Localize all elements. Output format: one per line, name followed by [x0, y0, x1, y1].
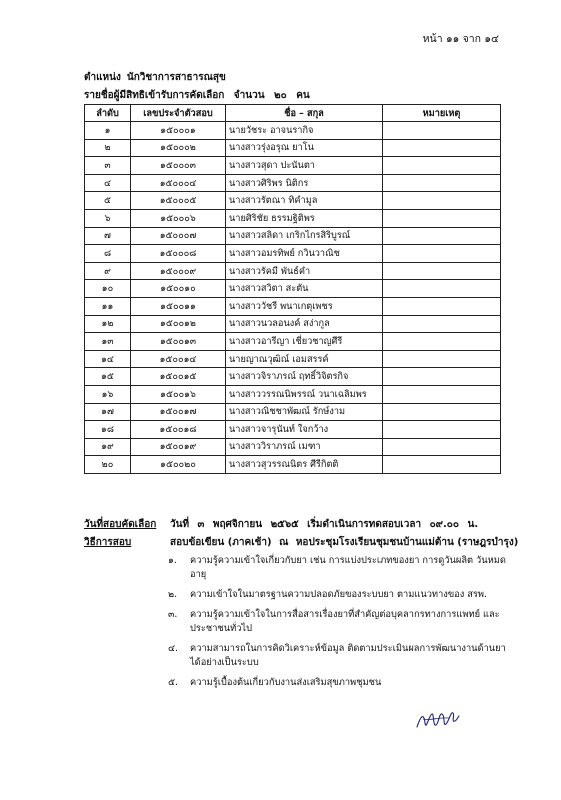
exam-location-line — [170, 535, 522, 550]
row-order: ๑๗ — [85, 403, 131, 421]
row-name: นายญาณวุฒิณ์ เอมสรรค์ — [226, 350, 383, 368]
row-exam-id: ๑๕๐๐๐๖ — [131, 209, 226, 227]
row-note — [383, 227, 501, 245]
row-order: ๑๘ — [85, 421, 131, 439]
topic-text: ความสามารถในการคิดวิเคราะห์ข้อมูล ติดตามประเมินผลการพัฒนางานด้านยา ได้อย่างเป็นระบบ — [190, 643, 506, 668]
table-row — [85, 368, 501, 386]
row-note — [383, 315, 501, 333]
exam-date-label: วันที่สอบคัดเลือก — [84, 519, 157, 530]
row-order: ๑๓ — [85, 333, 131, 351]
page-current: ๑๑ — [445, 33, 460, 45]
row-exam-id: ๑๕๐๐๐๕ — [131, 192, 226, 210]
table-row — [85, 139, 501, 157]
row-order: ๓ — [85, 157, 131, 175]
row-note — [383, 456, 501, 474]
topic-number: ๔. — [168, 643, 178, 654]
row-order: ๗ — [85, 227, 131, 245]
row-exam-id: ๑๕๐๐๑๕ — [131, 368, 226, 386]
subtitle-count-label: จำนวน — [233, 90, 265, 101]
row-order: ๒ — [85, 139, 131, 157]
table-row — [85, 385, 501, 403]
exam-topic-item — [168, 676, 513, 690]
row-name: นางสาววัชรี พนาเกตุเพชร — [226, 297, 383, 315]
row-note — [383, 157, 501, 175]
time-unit: น. — [467, 519, 479, 530]
row-name: นางสาวสุดา ปะนันตา — [226, 157, 383, 175]
table-row — [85, 350, 501, 368]
row-note — [383, 403, 501, 421]
row-order: ๖ — [85, 209, 131, 227]
row-order: ๑๖ — [85, 385, 131, 403]
row-order: ๕ — [85, 192, 131, 210]
candidate-list-title — [84, 88, 316, 103]
row-name: นางสาวสวิตา สะตัน — [226, 280, 383, 298]
page-total: ๑๔ — [484, 33, 499, 45]
topic-number: ๕. — [168, 677, 178, 688]
row-order: ๑๕ — [85, 368, 131, 386]
exam-year: ๒๕๖๕ — [270, 519, 299, 530]
row-note — [383, 368, 501, 386]
row-exam-id: ๑๕๐๐๑๖ — [131, 385, 226, 403]
exam-topic-item — [168, 554, 513, 582]
table-row — [85, 438, 501, 456]
row-order: ๒๐ — [85, 456, 131, 474]
exam-time: ๐๙.๐๐ — [429, 519, 459, 530]
row-note — [383, 385, 501, 403]
exam-date-line — [170, 517, 483, 532]
start-text: เริ่มดำเนินการทดสอบเวลา — [307, 519, 422, 530]
row-exam-id: ๑๕๐๐๑๗ — [131, 403, 226, 421]
day-word: วันที่ — [170, 519, 190, 530]
row-exam-id: ๑๕๐๐๒๐ — [131, 456, 226, 474]
row-exam-id: ๑๕๐๐๐๔ — [131, 174, 226, 192]
exam-day: ๓ — [197, 519, 205, 530]
row-name: นางสาวศิริพร นิติกร — [226, 174, 383, 192]
row-name: นางสาวณิชชาพัฒณ์ รักษ์งาม — [226, 403, 383, 421]
row-name: นางสาวนวลอนงค์ สง่ากูล — [226, 315, 383, 333]
table-header-row — [85, 105, 501, 122]
row-note — [383, 350, 501, 368]
position-line — [84, 70, 226, 85]
topic-text: ความรู้ความเข้าใจเกี่ยวกับยา เช่น การแบ่งประเภทของยา การดูวันผลิต วันหมดอายุ — [190, 555, 506, 580]
row-name: นางสาวรุ่งอรุณ ยาโน — [226, 139, 383, 157]
table-row — [85, 227, 501, 245]
header-order: ลำดับ — [85, 105, 131, 122]
exam-location: หอประชุมโรงเรียนชุมชนบ้านแม่ต้าน (ราษฎรบำรุง) — [295, 537, 519, 548]
topic-number: ๓. — [168, 609, 178, 620]
row-order: ๔ — [85, 174, 131, 192]
table-row — [85, 280, 501, 298]
row-exam-id: ๑๕๐๐๐๘ — [131, 245, 226, 263]
table-row — [85, 456, 501, 474]
table-row — [85, 174, 501, 192]
exam-topic-item — [168, 588, 513, 602]
row-name: นางสาววรรณนิพรรณ์ วนาเฉลิมพร — [226, 385, 383, 403]
row-note — [383, 245, 501, 263]
signature-image — [415, 705, 461, 737]
exam-topic-item — [168, 608, 513, 636]
row-exam-id: ๑๕๐๐๑๙ — [131, 438, 226, 456]
row-note — [383, 262, 501, 280]
row-name: นายวัชระ อาจนรากิจ — [226, 122, 383, 140]
exam-topics-list — [168, 554, 513, 696]
topic-text: ความเข้าใจในมาตรฐานความปลอดภัยของระบบยา ตามแนวทางของ สรพ. — [190, 589, 488, 600]
page-number — [423, 30, 499, 47]
row-note — [383, 438, 501, 456]
subtitle-text: รายชื่อผู้มีสิทธิเข้ารับการคัดเลือก — [84, 90, 225, 101]
table-row — [85, 421, 501, 439]
position-label: ตำแหน่ง — [84, 72, 121, 83]
row-exam-id: ๑๕๐๐๑๐ — [131, 280, 226, 298]
subtitle-count: ๒๐ — [274, 90, 287, 101]
row-order: ๙ — [85, 262, 131, 280]
row-exam-id: ๑๕๐๐๐๙ — [131, 262, 226, 280]
header-name: ชื่อ – สกุล — [226, 105, 383, 122]
subtitle-unit: คน — [296, 90, 310, 101]
table-row — [85, 262, 501, 280]
location-prefix: ณ — [279, 537, 289, 548]
row-name: นางสาวรัคมี พันธ์คำ — [226, 262, 383, 280]
row-exam-id: ๑๕๐๐๑๑ — [131, 297, 226, 315]
row-note — [383, 280, 501, 298]
row-order: ๑๑ — [85, 297, 131, 315]
row-name: นางสาววิราภรณ์ เมฑา — [226, 438, 383, 456]
row-name: นางสาวอมรทิพย์ กวินวาณิช — [226, 245, 383, 263]
row-name: นางสาวสุวรรณนิตร ศีรีกิตติ — [226, 456, 383, 474]
page-of: จาก — [462, 33, 482, 45]
table-row — [85, 315, 501, 333]
row-exam-id: ๑๕๐๐๐๗ — [131, 227, 226, 245]
table-row — [85, 192, 501, 210]
row-name: นางสาวจารุนันท์ ใจกว้าง — [226, 421, 383, 439]
row-name: นางสาวรัตณา ทิคำมูล — [226, 192, 383, 210]
page-label: หน้า — [422, 33, 443, 45]
row-note — [383, 192, 501, 210]
row-exam-id: ๑๕๐๐๑๒ — [131, 315, 226, 333]
row-name: นางสาวอารีญา เชี่ยวชาญศีรี — [226, 333, 383, 351]
topic-text: ความรู้เบื้องต้นเกี่ยวกับงานส่งเสริมสุขภาพชุมชน — [190, 677, 382, 688]
exam-month: พฤศจิกายน — [212, 519, 263, 530]
table-row — [85, 122, 501, 140]
header-exam-id: เลขประจำตัวสอบ — [131, 105, 226, 122]
row-note — [383, 209, 501, 227]
row-note — [383, 122, 501, 140]
row-note — [383, 333, 501, 351]
table-row — [85, 333, 501, 351]
row-order: ๑๐ — [85, 280, 131, 298]
row-note — [383, 174, 501, 192]
row-name: นางสาวจิราภรณ์ ฤทธิ์วิจิตรกิจ — [226, 368, 383, 386]
row-exam-id: ๑๕๐๐๑๘ — [131, 421, 226, 439]
topic-text: ความรู้ความเข้าใจในการสื่อสารเรื่องยาที่สำคัญต่อบุคลากรทางการแพทย์ และประชาชนทั่วไป — [190, 609, 500, 634]
exam-type: สอบข้อเขียน (ภาคเช้า) — [170, 537, 272, 548]
row-order: ๑๔ — [85, 350, 131, 368]
position-value: นักวิชาการสาธารณสุข — [126, 72, 226, 83]
row-name: นางสาวสลิดา เกริกไกรสิริบูรณ์ — [226, 227, 383, 245]
table-row — [85, 209, 501, 227]
table-row — [85, 245, 501, 263]
row-order: ๑๒ — [85, 315, 131, 333]
row-order: ๑ — [85, 122, 131, 140]
row-exam-id: ๑๕๐๐๐๓ — [131, 157, 226, 175]
row-note — [383, 297, 501, 315]
table-row — [85, 297, 501, 315]
exam-topic-item — [168, 642, 513, 670]
row-note — [383, 421, 501, 439]
row-exam-id: ๑๕๐๐๑๔ — [131, 350, 226, 368]
exam-method-label: วิธีการสอบ — [84, 537, 132, 548]
row-exam-id: ๑๕๐๐๐๑ — [131, 122, 226, 140]
row-name: นายศิริชัย ธรรมฐิติพร — [226, 209, 383, 227]
row-exam-id: ๑๕๐๐๑๓ — [131, 333, 226, 351]
row-order: ๘ — [85, 245, 131, 263]
table-row — [85, 403, 501, 421]
topic-number: ๑. — [168, 555, 177, 566]
table-row — [85, 157, 501, 175]
candidate-table — [84, 104, 501, 474]
row-order: ๑๙ — [85, 438, 131, 456]
row-note — [383, 139, 501, 157]
header-note: หมายเหตุ — [383, 105, 501, 122]
row-exam-id: ๑๕๐๐๐๒ — [131, 139, 226, 157]
topic-number: ๒. — [168, 589, 178, 600]
